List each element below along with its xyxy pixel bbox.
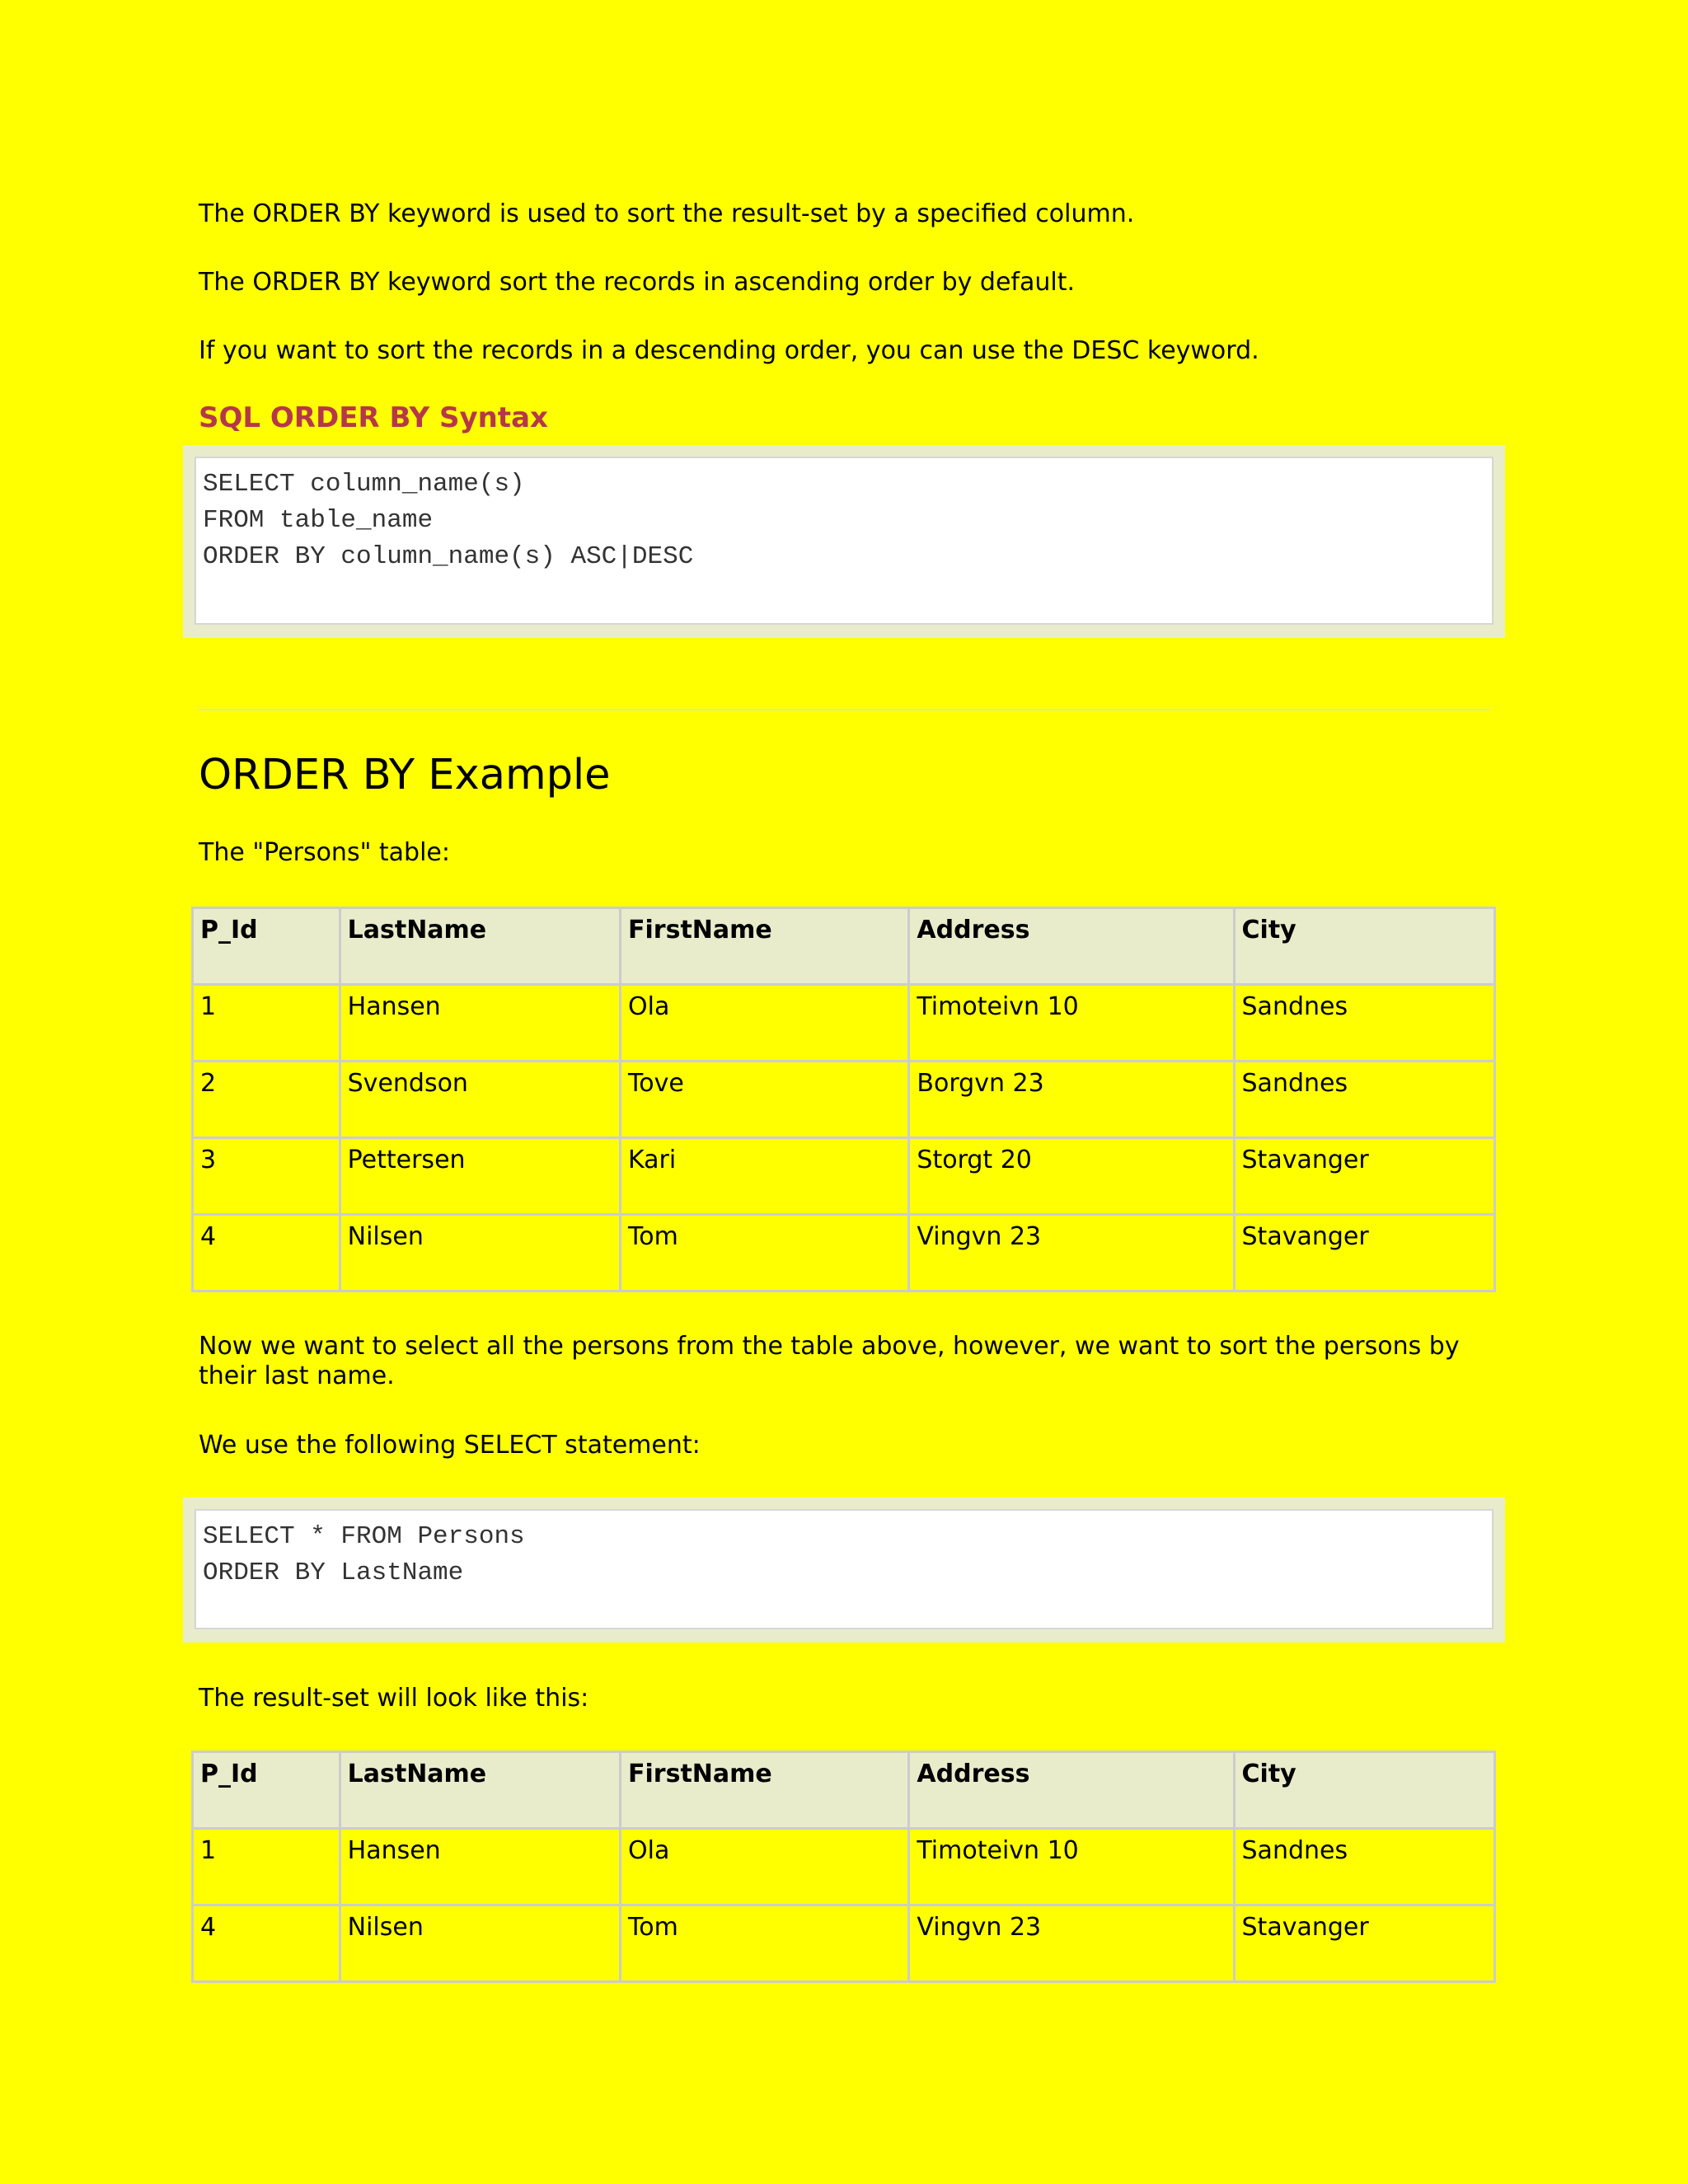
table-row	[193, 1215, 1495, 1291]
column-header-lastname: LastName	[340, 1752, 620, 1829]
explanation-paragraph: Now we want to select all the persons from the table above, however, we want to sort the persons by their last name.	[199, 1332, 1460, 1390]
table-cell: Ola	[621, 985, 909, 1062]
table-cell: Tom	[621, 1215, 909, 1291]
result-table	[191, 1750, 1496, 1983]
column-header-city: City	[1234, 908, 1494, 985]
table-row	[193, 1062, 1495, 1138]
table-cell: Tove	[621, 1062, 909, 1138]
code-line: ORDER BY LastName	[203, 1558, 464, 1587]
column-header-city: City	[1234, 1752, 1494, 1829]
table-cell: 2	[193, 1062, 340, 1138]
statement-code-block	[195, 1509, 1493, 1629]
table-cell: 1	[193, 985, 340, 1062]
column-header-lastname: LastName	[340, 908, 620, 985]
table-cell: Hansen	[340, 985, 620, 1062]
column-header-firstname: FirstName	[621, 908, 909, 985]
table-header-row	[193, 1752, 1495, 1829]
persons-table-caption: The "Persons" table:	[199, 838, 450, 867]
column-header-address: Address	[909, 1752, 1234, 1829]
table-row	[193, 1829, 1495, 1905]
column-header-address: Address	[909, 908, 1234, 985]
table-cell: Tom	[621, 1905, 909, 1982]
table-cell: Stavanger	[1234, 1138, 1494, 1215]
code-line: ORDER BY column_name(s) ASC|DESC	[203, 542, 694, 571]
persons-table	[191, 907, 1496, 1292]
table-cell: Nilsen	[340, 1905, 620, 1982]
table-cell: Vingvn 23	[909, 1905, 1234, 1982]
statement-intro-paragraph: We use the following SELECT statement:	[199, 1431, 701, 1460]
code-line: FROM table_name	[203, 506, 434, 535]
table-cell: 1	[193, 1829, 340, 1905]
table-cell: 4	[193, 1215, 340, 1291]
table-cell: Storgt 20	[909, 1138, 1234, 1215]
table-cell: Sandnes	[1234, 985, 1494, 1062]
table-row	[193, 985, 1495, 1062]
table-cell: Sandnes	[1234, 1062, 1494, 1138]
table-cell: Nilsen	[340, 1215, 620, 1291]
column-header-firstname: FirstName	[621, 1752, 909, 1829]
example-heading: ORDER BY Example	[199, 751, 611, 799]
table-cell: 4	[193, 1905, 340, 1982]
intro-paragraph-1: The ORDER BY keyword is used to sort the result-set by a specified column.	[199, 199, 1135, 228]
table-cell: Svendson	[340, 1062, 620, 1138]
code-line: SELECT column_name(s)	[203, 470, 525, 499]
table-cell: Vingvn 23	[909, 1215, 1234, 1291]
table-header-row	[193, 908, 1495, 985]
syntax-heading: SQL ORDER BY Syntax	[199, 401, 548, 434]
column-header-p-id: P_Id	[193, 908, 340, 985]
result-intro-paragraph: The result-set will look like this:	[199, 1684, 589, 1713]
table-cell: Kari	[621, 1138, 909, 1215]
table-cell: 3	[193, 1138, 340, 1215]
table-row	[193, 1138, 1495, 1215]
column-header-p-id: P_Id	[193, 1752, 340, 1829]
table-cell: Ola	[621, 1829, 909, 1905]
syntax-code-block	[195, 457, 1493, 625]
table-cell: Borgvn 23	[909, 1062, 1234, 1138]
statement-code-frame	[183, 1497, 1505, 1643]
intro-paragraph-3: If you want to sort the records in a descending order, you can use the DESC keyword.	[199, 336, 1259, 365]
table-cell: Stavanger	[1234, 1905, 1494, 1982]
syntax-code-frame	[183, 445, 1505, 638]
table-cell: Sandnes	[1234, 1829, 1494, 1905]
table-cell: Pettersen	[340, 1138, 620, 1215]
table-cell: Timoteivn 10	[909, 985, 1234, 1062]
table-cell: Timoteivn 10	[909, 1829, 1234, 1905]
code-line: SELECT * FROM Persons	[203, 1522, 525, 1551]
table-row	[193, 1905, 1495, 1982]
table-cell: Hansen	[340, 1829, 620, 1905]
table-cell: Stavanger	[1234, 1215, 1494, 1291]
intro-paragraph-2: The ORDER BY keyword sort the records in ascending order by default.	[199, 268, 1075, 297]
section-divider	[199, 709, 1489, 710]
